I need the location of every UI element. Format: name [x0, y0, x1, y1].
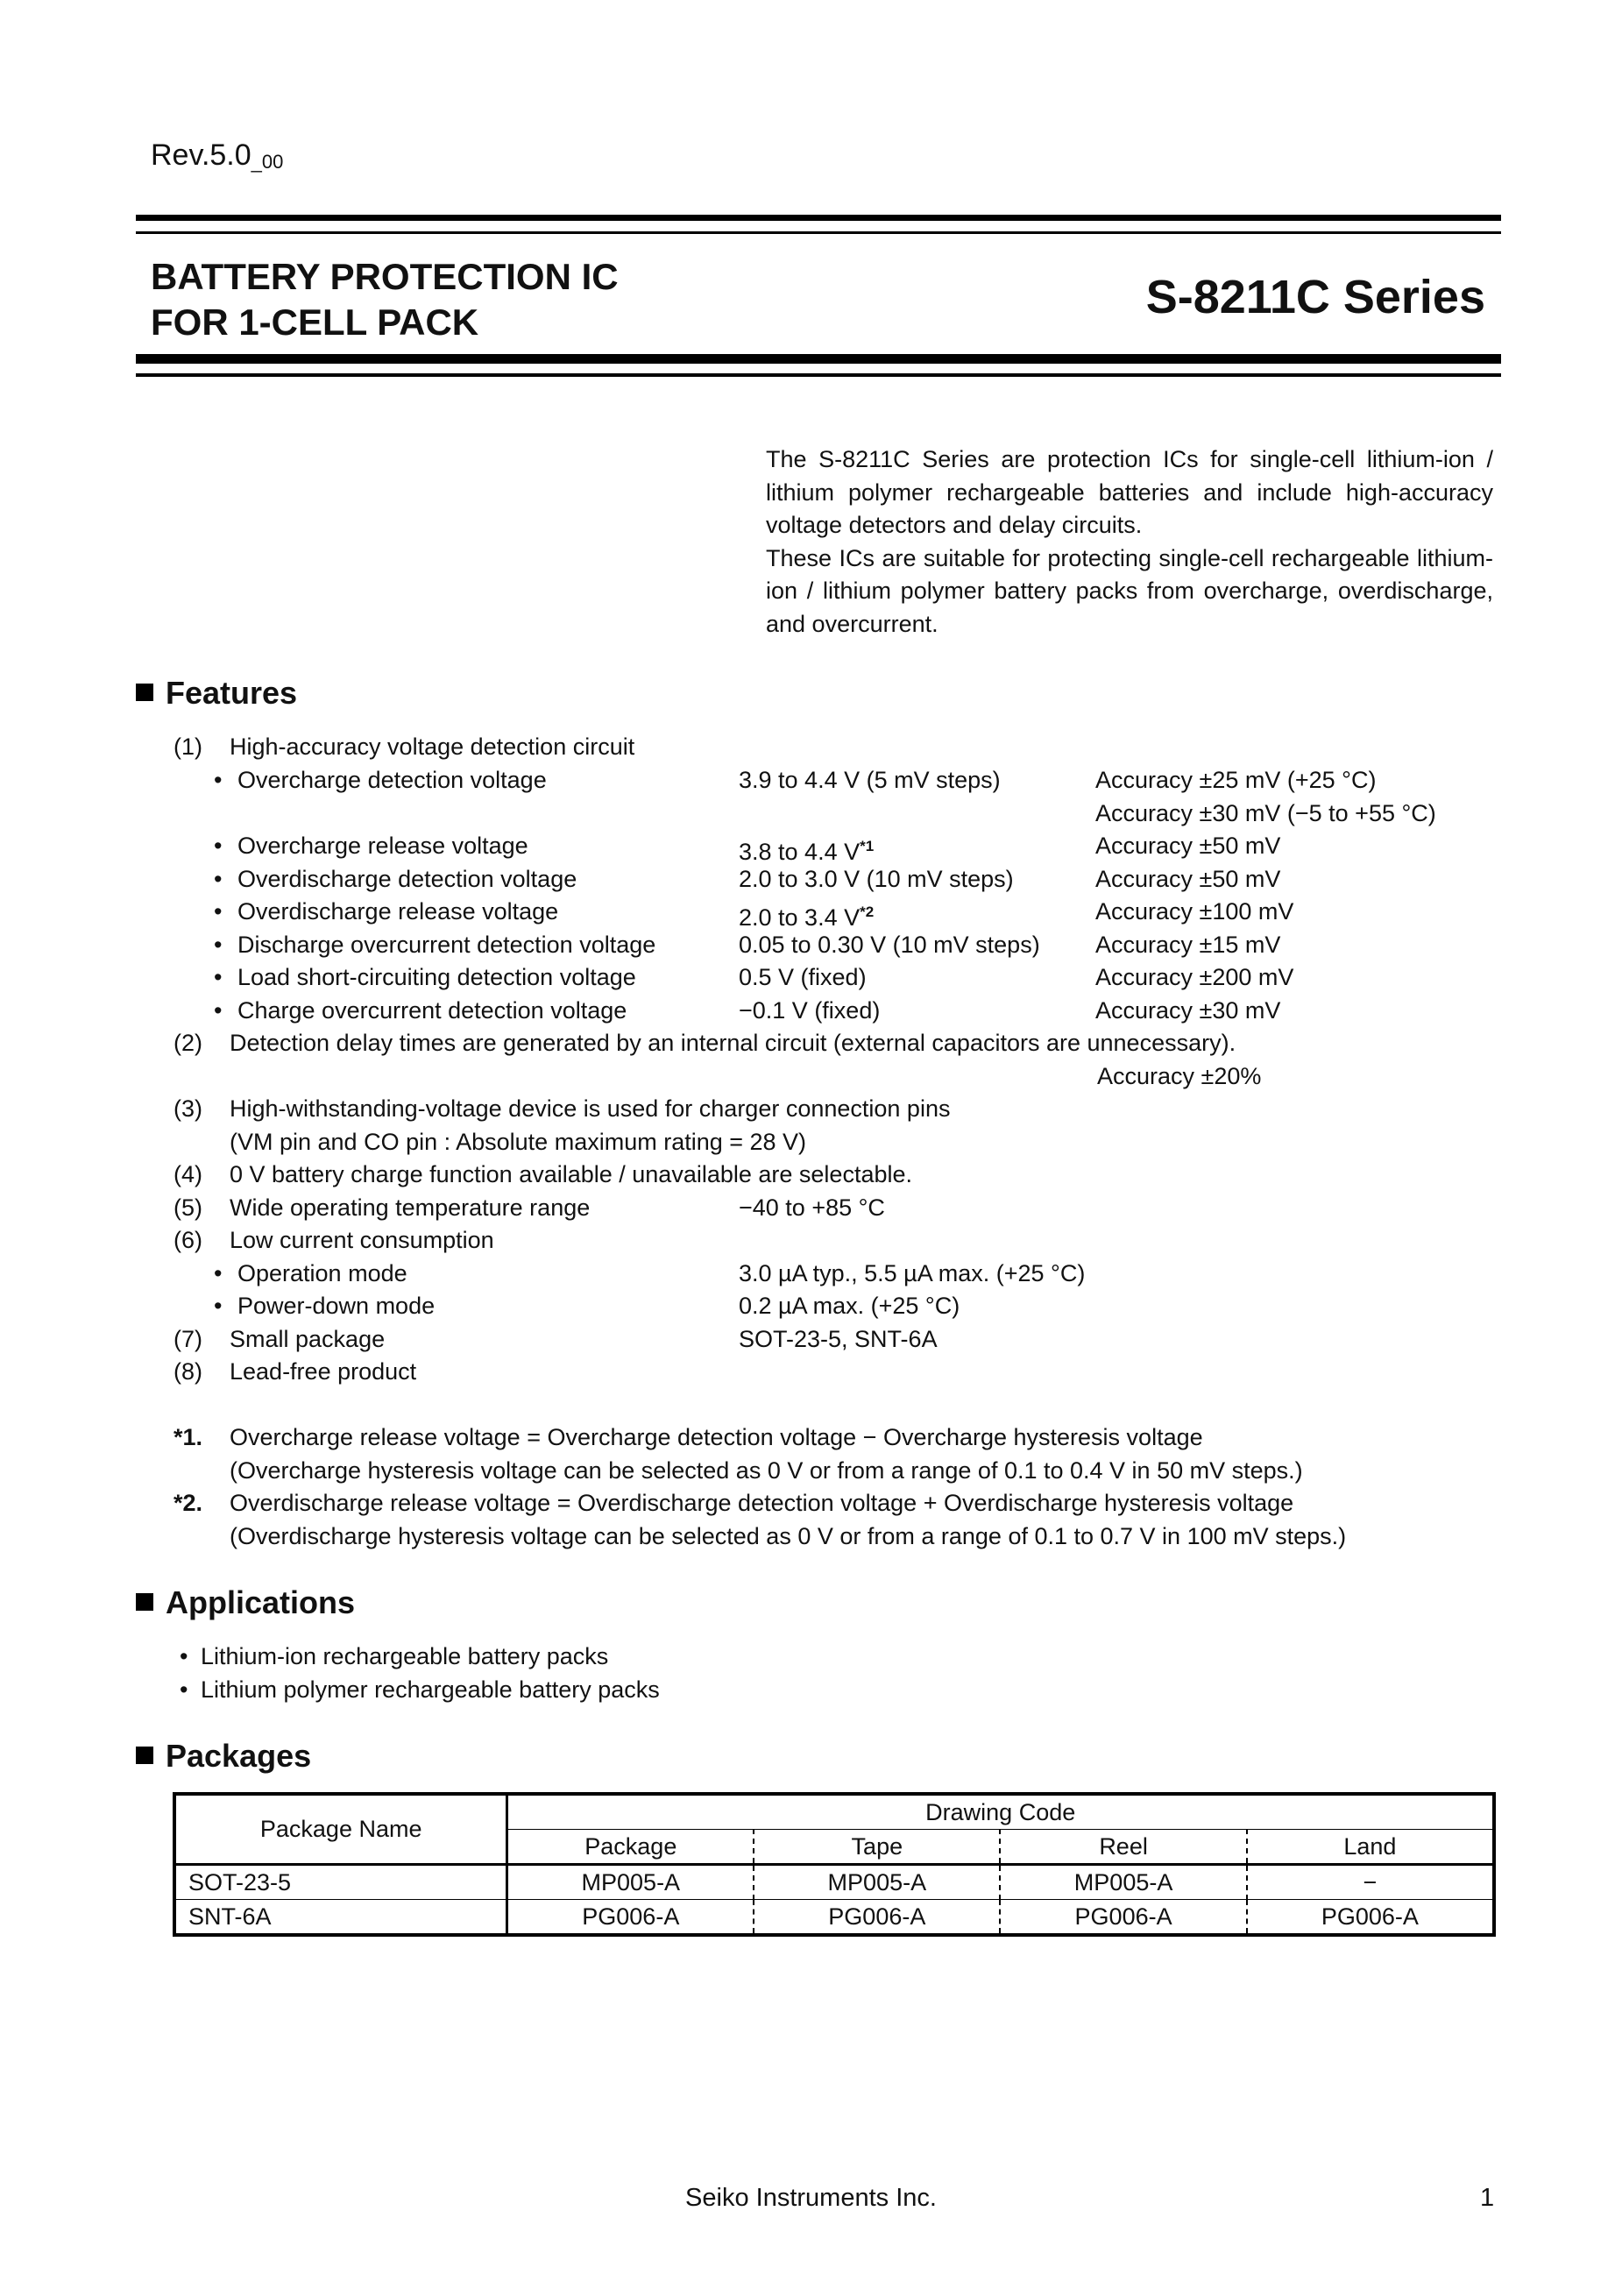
footnote: *1. Overcharge release voltage = Overcharge detection voltage − Overcharge hysteresis voltage	[174, 1424, 1203, 1450]
feature-voltage-row: • Charge overcurrent detection voltage −0.1 V (fixed) Accuracy ±30 mV	[214, 997, 1281, 1024]
page-number: 1	[1480, 2184, 1495, 2212]
footnote-detail: (Overdischarge hysteresis voltage can be selected as 0 V or from a range of 0.1 to 0.7 V in 100 mV steps.)	[230, 1523, 1347, 1549]
packages-table	[173, 1792, 1496, 1937]
title-top-rule-thin	[136, 231, 1501, 234]
feature-voltage-row: • Overdischarge release voltage 2.0 to 3.4 $V^{*2}$ Accuracy ±100 mV	[214, 898, 1294, 931]
column-header: Tape	[754, 1830, 1000, 1865]
feature-voltage-row: • Overcharge detection voltage 3.9 to 4.4 V (5 mV steps) Accuracy ±25 mV (+25 °C)	[214, 767, 1377, 793]
features-heading: Features	[136, 675, 297, 712]
feature-voltage-row: • Overcharge release voltage 3.8 to 4.4 $V^{*1}$ Accuracy ±50 mV	[214, 833, 1281, 865]
title-bottom-rule-thin	[136, 373, 1501, 377]
application-item: • Lithium polymer rechargeable battery packs	[180, 1676, 660, 1703]
column-header: Package	[507, 1830, 754, 1865]
revision-label: $Rev.5.0_{\_00}$	[151, 138, 284, 173]
feature-item: (2) Detection delay times are generated by an internal circuit (external capacitors are unnecessary).	[174, 1030, 1236, 1056]
feature-item: (8) Lead-free product	[174, 1358, 417, 1385]
column-header: Reel	[1000, 1830, 1246, 1865]
table-row: SOT-23-5 MP005-A MP005-A MP005-A −	[174, 1865, 1494, 1900]
series-title: S-8211C Series	[1145, 271, 1485, 323]
square-bullet-icon	[136, 1747, 153, 1764]
footer-company: Seiko Instruments Inc.	[685, 2184, 937, 2212]
footnote: *2. Overdischarge release voltage = Overdischarge detection voltage + Overdischarge hysteresis voltage	[174, 1490, 1294, 1516]
feature-item: (5) Wide operating temperature range −40 to +85 °C	[174, 1194, 885, 1221]
table-row: SNT-6A PG006-A PG006-A PG006-A PG006-A	[174, 1900, 1494, 1936]
feature-current-row: • Operation mode 3.0 µA typ., 5.5 µA max. (+25 °C)	[214, 1260, 1086, 1286]
package-name-header: Package Name	[174, 1794, 507, 1865]
feature-item: (7) Small package SOT-23-5, SNT-6A	[174, 1326, 938, 1352]
document-title: BATTERY PROTECTION IC FOR 1-CELL PACK	[151, 256, 619, 343]
footnote-detail: (Overcharge hysteresis voltage can be selected as 0 V or from a range of 0.1 to 0.4 V in 50 mV steps.)	[230, 1457, 1303, 1484]
title-top-rule-thick	[136, 215, 1501, 221]
feature-item-accuracy: Accuracy ±20%	[1097, 1063, 1262, 1089]
intro-text	[766, 443, 1493, 641]
feature-current-row: • Power-down mode 0.2 µA max. (+25 °C)	[214, 1293, 960, 1319]
feature-voltage-row: • Load short-circuiting detection voltage 0.5 V (fixed) Accuracy ±200 mV	[214, 964, 1294, 990]
drawing-code-header: Drawing Code	[507, 1794, 1494, 1830]
title-bottom-rule-thick	[136, 354, 1501, 364]
intro-paragraph: The S-8211C Series are protection ICs for single-cell lithium-ion / lithium polymer rechargeable batteries and include high-accuracy voltage detectors and delay circuits.	[766, 446, 1493, 538]
feature-voltage-row: • Discharge overcurrent detection voltage 0.05 to 0.30 V (10 mV steps) Accuracy ±15 mV	[214, 932, 1281, 958]
feature-voltage-row: • Overdischarge detection voltage 2.0 to 3.0 V (10 mV steps) Accuracy ±50 mV	[214, 866, 1281, 892]
feature-item: (6) Low current consumption	[174, 1227, 494, 1253]
feature-item: (1) High-accuracy voltage detection circuit	[174, 733, 635, 760]
feature-voltage-row: Accuracy ±30 mV (−5 to +55 °C)	[1095, 800, 1436, 826]
packages-heading: Packages	[136, 1738, 311, 1775]
feature-item-sub: (VM pin and CO pin : Absolute maximum rating = 28 V)	[230, 1129, 807, 1155]
square-bullet-icon	[136, 684, 153, 701]
square-bullet-icon	[136, 1593, 153, 1611]
feature-item: (4) 0 V battery charge function available / unavailable are selectable.	[174, 1161, 912, 1187]
intro-paragraph: These ICs are suitable for protecting single-cell rechargeable lithium-ion / lithium polymer battery packs from overcharge, overdischarge, and overcurrent.	[766, 544, 1493, 637]
applications-heading: Applications	[136, 1584, 355, 1621]
feature-item: (3) High-withstanding-voltage device is used for charger connection pins	[174, 1095, 951, 1122]
application-item: • Lithium-ion rechargeable battery packs	[180, 1643, 609, 1669]
column-header: Land	[1247, 1830, 1494, 1865]
